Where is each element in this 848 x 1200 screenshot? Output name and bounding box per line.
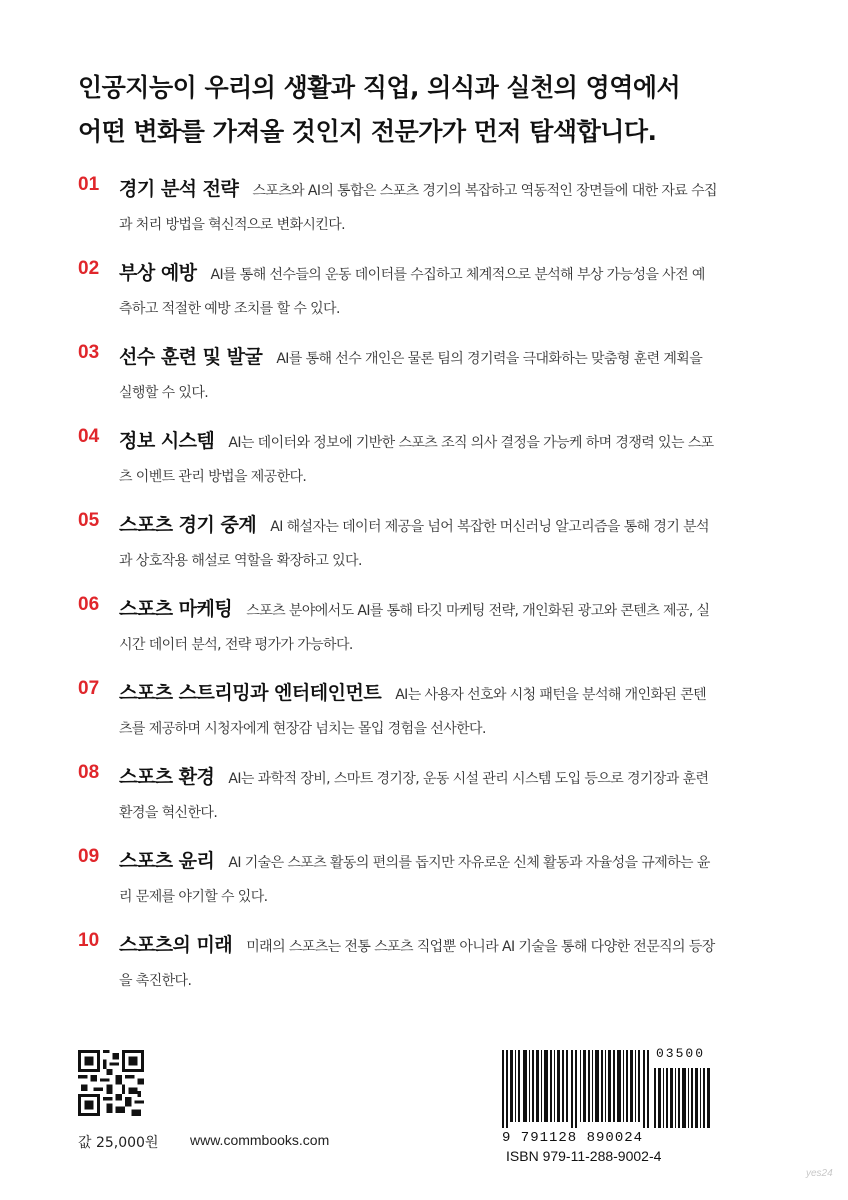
barcode-icon [500,1050,650,1128]
barcode-addon-number: 03500 [656,1046,706,1061]
list-item [78,676,718,760]
list-item [78,172,718,256]
item-number: 04 [78,426,100,447]
item-number: 01 [78,174,100,195]
item-number: 03 [78,342,100,363]
list-item [78,424,718,508]
item-text: AI 기술은 스포츠 활동의 편의를 돕지만 자유로운 신체 활동과 자율성을 규제하는 윤리 문제를 야기할 수 있다. [119,855,710,905]
item-title: 스포츠 윤리 [119,850,215,872]
item-text: 스포츠와 AI의 통합은 스포츠 경기의 복잡하고 역동적인 장면들에 대한 자료 수집과 처리 방법을 혁신적으로 변화시킨다. [119,183,717,233]
item-title: 경기 분석 전략 [119,178,239,200]
item-title: 스포츠 경기 중계 [119,514,257,536]
item-text: AI를 통해 선수들의 운동 데이터를 수집하고 체계적으로 분석해 부상 가능성을 사전 예측하고 적절한 예방 조치를 할 수 있다. [119,267,705,317]
qr-code-icon[interactable] [78,1050,144,1116]
list-item [78,760,718,844]
list-item [78,928,718,1012]
item-text: AI를 통해 선수 개인은 물론 팀의 경기력을 극대화하는 맞춤형 훈련 계획을 실행할 수 있다. [119,351,703,401]
watermark: yes24 [806,1168,833,1179]
item-number: 06 [78,594,100,615]
isbn-number: ISBN 979-11-288-9002-4 [506,1148,662,1164]
item-text: AI는 과학적 장비, 스마트 경기장, 운동 시설 관리 시스템 도입 등으로 경기장과 훈련 환경을 혁신한다. [119,771,709,821]
item-number: 08 [78,762,100,783]
item-text: 스포츠 분야에서도 AI를 통해 타깃 마케팅 전략, 개인화된 광고와 콘텐츠 제공, 실시간 데이터 분석, 전략 평가가 가능하다. [119,603,710,653]
item-number: 05 [78,510,100,531]
item-title: 선수 훈련 및 발굴 [119,346,263,368]
item-text: AI는 사용자 선호와 시청 패턴을 분석해 개인화된 콘텐츠를 제공하며 시청자에게 현장감 넘치는 몰입 경험을 선사한다. [119,687,707,737]
list-item [78,256,718,340]
item-text: 미래의 스포츠는 전통 스포츠 직업뿐 아니라 AI 기술을 통해 다양한 전문직의 등장을 촉진한다. [119,939,715,989]
barcode-digits: 9 791128 890024 [502,1130,644,1146]
item-text: AI는 데이터와 정보에 기반한 스포츠 조직 의사 결정을 가능케 하며 경쟁력 있는 스포츠 이벤트 관리 방법을 제공한다. [119,435,714,485]
headline-line-2: 어떤 변화를 가져올 것인지 전문가가 먼저 탐색합니다. [78,117,657,146]
item-title: 정보 시스템 [119,430,215,452]
item-text: AI 해설자는 데이터 제공을 넘어 복잡한 머신러닝 알고리즘을 통해 경기 분석과 상호작용 해설로 역할을 확장하고 있다. [119,519,709,569]
price-label: 값 25,000원 [78,1135,159,1151]
headline [78,66,778,154]
list-item [78,508,718,592]
item-number: 02 [78,258,100,279]
item-title: 부상 예방 [119,262,197,284]
list-item [78,340,718,424]
item-title: 스포츠 마케팅 [119,598,233,620]
isbn-barcode [500,1046,720,1166]
feature-list [78,172,718,1012]
item-title: 스포츠 환경 [119,766,215,788]
item-number: 10 [78,930,100,951]
item-title: 스포츠의 미래 [119,934,233,956]
item-number: 07 [78,678,100,699]
item-number: 09 [78,846,100,867]
list-item [78,844,718,928]
headline-line-1: 인공지능이 우리의 생활과 직업, 의식과 실천의 영역에서 [78,73,681,102]
addon-barcode-icon [654,1068,712,1128]
publisher-url[interactable]: www.commbooks.com [190,1132,330,1148]
list-item [78,592,718,676]
item-title: 스포츠 스트리밍과 엔터테인먼트 [119,682,382,704]
